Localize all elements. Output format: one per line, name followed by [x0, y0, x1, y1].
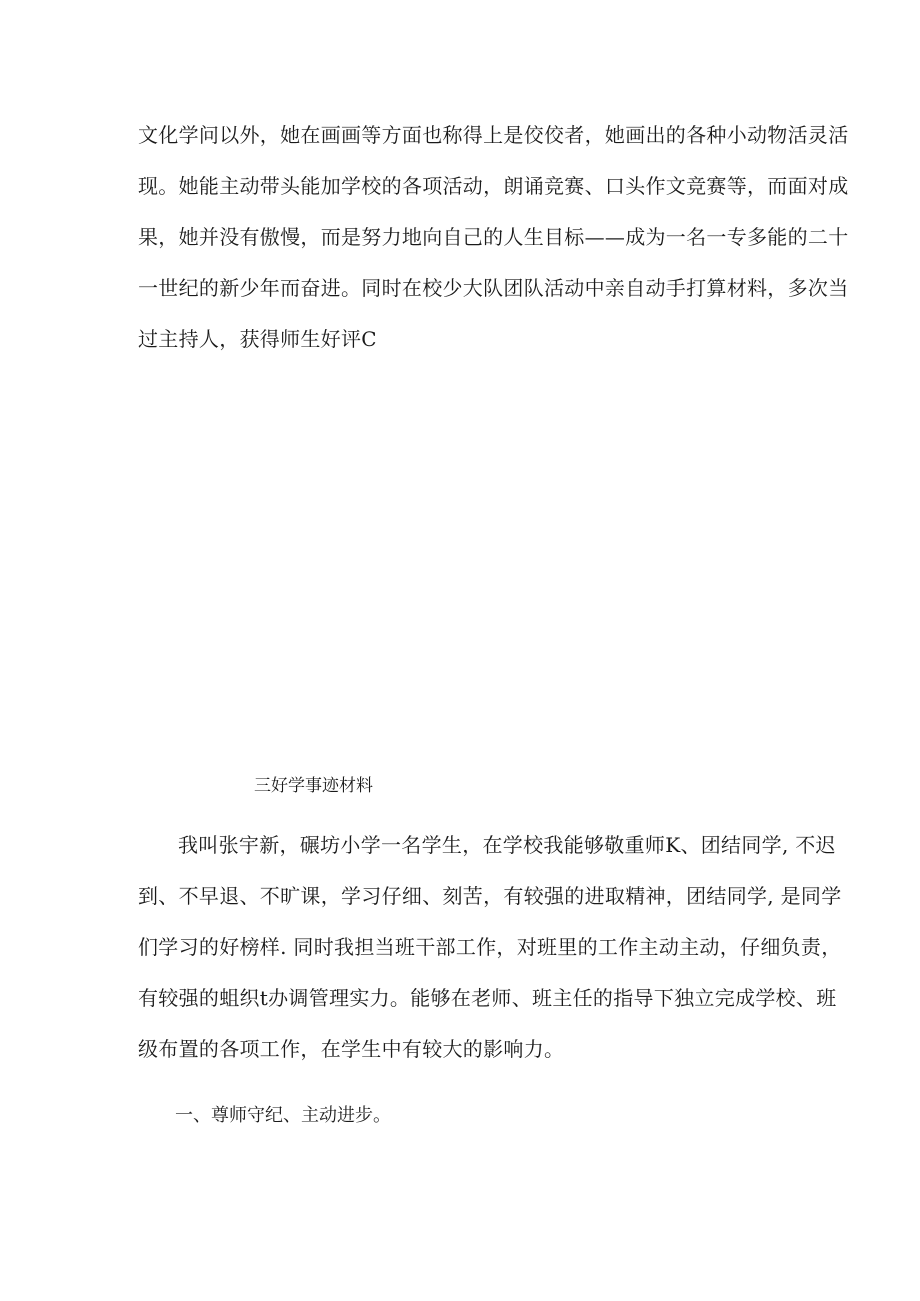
paragraph-line: 过主持人，获得师生好评C: [138, 327, 377, 351]
document-title: 三好学事迹材料: [254, 776, 373, 796]
paragraph-line: 现。她能主动带头能加学校的各项活动，朗诵竞赛、口头作文竞赛等，而面对成: [138, 174, 849, 198]
section-heading: 一、尊师守纪、主动进步。: [175, 1105, 391, 1126]
paragraph-line: 到、不早退、不旷课，学习仔细、刻苦，有较强的进取精神，团结同学, 是同学: [138, 884, 842, 908]
paragraph-line: 一世纪的新少年而奋进。同时在校少大队团队活动中亲自动手打算材料，多次当: [138, 276, 849, 300]
paragraph-line: 级布置的各项工作，在学生中有较大的影响力。: [138, 1037, 565, 1061]
paragraph-line: 我叫张宇新，碾坊小学一名学生，在学校我能够敬重师K、团结同学, 不迟: [178, 833, 836, 857]
paragraph-line: 文化学问以外，她在画画等方面也称得上是佼佼者，她画出的各种小动物活灵活: [138, 123, 849, 147]
paragraph-line: 有较强的蛆织t办调管理实力。能够在老师、班主任的指导下独立完成学校、班: [138, 986, 837, 1010]
paragraph-line: 们学习的好榜样. 同时我担当班干部工作，对班里的工作主动主动，仔细负责，: [138, 935, 842, 959]
paragraph-line: 果，她并没有傲慢，而是努力地向自己的人生目标——成为一名一专多能的二十: [138, 225, 849, 249]
